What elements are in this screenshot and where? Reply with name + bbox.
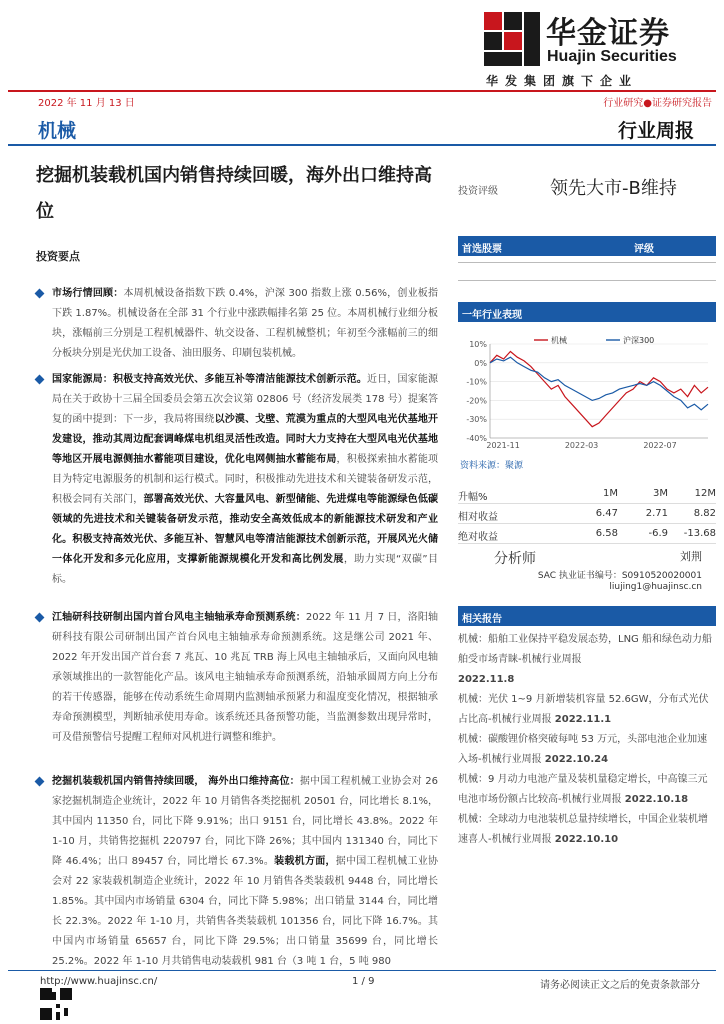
key-point-market-review: [36, 284, 438, 364]
related-report-title: 机械：全球动力电池装机总量持续增长，中国企业装机增速喜人-机械行业周报: [458, 814, 708, 845]
table-cell: 6.58: [595, 528, 618, 539]
related-report-item[interactable]: [458, 810, 716, 850]
paragraph-text: 江轴研科技研制出国内首台风电主轴轴承寿命预测系统：2022 年 11 月 7 日，洛阳轴研科技有限公司研制出国产首台风电主轴轴承寿命预测系统。这是继公司 2021 年、2022 年开发出国产首台套 7 兆瓦、10 兆瓦 TRB 海上风电主轴轴承后，又面向风电轴承领域推出的一款智能化产品。该风电主轴轴承寿命预测系统，沿轴承圆周方向上分布的若干传感器，能够在传动系统生命周期内监测轴承预紧力和温度变化情况，根据轴承寿命预测模型，判断轴承使用寿命。该系统还具备预警功能，当监测参数出现异常时，可及借预警信号提醒工程师对风机进行调整和维护。: [52, 612, 439, 743]
table-cell: -6.9: [648, 528, 668, 539]
y-tick-label: 0%: [474, 358, 487, 368]
report-category: 行业研究●证券研究报告: [603, 98, 712, 109]
rating-label: 投资评级: [458, 186, 498, 197]
performance-table: [458, 484, 716, 544]
paragraph-text: 市场行情回顾：本周机械设备指数下跌 0.4%，沪深 300 指数上涨 0.56%，创业板指下跌 1.87%。机械设备在全部 31 个行业中涨跌幅排名第 25 位。本周机械行业细分板块，涨幅前三分别是工程机械器件、轨交设备、工程机械整机；年初至今涨幅前三的细分板块分别是光伏加工设备、油田服务、印刷包装机械。: [52, 288, 438, 359]
qr-code-icon: [40, 988, 72, 1020]
logo-english-name: Huajin Securities: [547, 48, 677, 65]
group-slogan: 华发集团旗下企业: [486, 74, 639, 88]
table-cell: 绝对收益: [458, 532, 498, 543]
legend-label: 机械: [551, 336, 567, 345]
paragraph-text: 国家能源局：积极支持高效光伏、多能互补等清洁能源技术创新示范。近日，国家能源局在关于政协十三届全国委员会第五次会议第 02806 号（经济发展类 178 号）提案答复的函中提到：下一步，我局将围绕以沙漠、戈壁、荒漠为重点的大型风电光伏基地开发建设，推动其周边配套调峰煤电机组灵活性改造。同时大力支持在大型风电光伏基地等地区开展电源侧抽水蓄能项目建设，优化电网侧抽水蓄能布局，积极探索抽水蓄能项目为特定电源服务的机制和运行模式。同时，积极推动先进技术和关键装备研发示范，积极会同有关部门，部署高效光伏、大容量风电、新型储能、先进煤电等能源绿色低碳领域的先进技术和关键装备研发示范，推动安全高效低成本的新能源技术研发和产业化。积极支持高效光伏、多能互补、智慧风电等清洁能源技术创新示范，开展风光火储一体化开发和多元化应用，支撑新能源规模化开发和高比例发展，助力实现“双碳”目标。: [52, 374, 439, 585]
related-report-title: 机械：船舶工业保持平稳发展态势，LNG 船和绿色动力船舶受市场青睐-机械行业周报: [458, 634, 712, 665]
footer-disclaimer: 请务必阅读正文之后的免责条款部分: [540, 980, 700, 991]
key-points-heading: 投资要点: [36, 250, 80, 263]
x-tick-label: 2022-03: [564, 441, 599, 450]
table-row: [458, 504, 716, 524]
huajin-logo-icon: [484, 12, 544, 68]
paragraph-text: 挖掘机装载机国内销售持续回暖， 海外出口维持高位：据中国工程机械工业协会对 26 家挖掘机制造企业统计，2022 年 10 月销售各类挖掘机 20501 台，同比增长 8.1%，其中国内 11350 台，同比下降 9.91%；出口 9151 台，同比增长 43.8%。2022 年 1-10 月，共销售挖掘机 220797 台，同比下降 26%；其中国内 131340 台，同比下降 46.4%；出口 89457 台，同比增长 67.3%。装载机方面，据中国工程机械工业协会对 22 家装载机制造企业统计，2022 年 10 月销售各类装载机 9448 台，同比增长 1.85%。其中国内市场销量 6304 台，同比下降 5.98%；出口销量 3144 台，同比增长 22.3%。2022 年 1-10 月，共销售各类装载机 101356 台，同比下降 16.7%。其中国内市场销量 65657 台，同比下降 29.5%；出口销量 35699 台，同比增长 25.2%。2022 年 1-10 月共销售电动装载机 981 台（3 吨 1 台，5 吨 980: [52, 776, 439, 967]
related-report-title: 机械：光伏 1~9 月新增装机容量 52.6GW，分布式光伏占比高-机械行业周报: [458, 694, 709, 725]
related-report-item[interactable]: [458, 690, 716, 730]
analyst-role: 分析师: [494, 551, 536, 567]
logo-chinese-name: 华金证券: [546, 16, 670, 51]
rating-column-label: 评级: [634, 244, 654, 255]
related-report-date: 2022.10.18: [624, 794, 689, 805]
key-point-excavator-sales: [36, 772, 438, 972]
report-title: 挖掘机装载机国内销售持续回暖，海外出口维持高位: [36, 165, 432, 222]
analyst-email: liujing1@huajinsc.cn: [609, 582, 702, 592]
related-report-date: 2022.11.1: [554, 714, 612, 725]
picks-row-line: [458, 280, 716, 281]
related-report-title: 机械：碳酸锂价格突破每吨 53 万元，头部电池企业加速入场-机械行业周报: [458, 734, 708, 765]
x-tick-label: 2022-07: [643, 441, 677, 450]
footer-website-link[interactable]: http://www.huajinsc.cn/: [40, 976, 158, 987]
table-cell: 6.47: [595, 508, 618, 519]
footer-divider: [8, 970, 716, 971]
y-tick-label: -30%: [466, 415, 487, 425]
table-header-cell: 3M: [653, 488, 668, 499]
related-reports-header: [458, 606, 716, 626]
related-report-date: 2022.10.10: [554, 834, 619, 845]
y-tick-label: -10%: [466, 377, 487, 387]
related-report-item[interactable]: [458, 730, 716, 770]
analyst-name: 刘荆: [680, 550, 702, 563]
company-logo: [484, 8, 714, 68]
key-point-energy-bureau: [36, 370, 438, 590]
series-line-csi300: [490, 357, 708, 410]
related-report-title: 机械：9 月动力电池产量及装机量稳定增长，中高镍三元电池市场份额占比较高-机械行业周报: [458, 774, 708, 805]
table-header-row: [458, 484, 716, 504]
year-performance-header: [458, 302, 716, 322]
table-cell: 2.71: [645, 508, 668, 519]
date-bar: [8, 92, 716, 110]
table-cell: 相对收益: [458, 512, 498, 523]
sector-name: 机械: [38, 120, 77, 142]
related-report-date: 2022.11.8: [458, 674, 515, 685]
top-picks-header: [458, 236, 716, 256]
page-number: 1 / 9: [352, 976, 375, 987]
industry-performance-chart: [458, 330, 716, 454]
related-report-item[interactable]: [458, 630, 716, 690]
report-date: 2022 年 11 月 13 日: [38, 98, 135, 109]
year-performance-label: 一年行业表现: [462, 310, 522, 321]
table-divider: [458, 543, 716, 544]
related-reports-label: 相关报告: [462, 614, 502, 625]
rating-value: 领先大市-B维持: [550, 178, 677, 199]
table-header-cell: 1M: [603, 488, 618, 499]
table-cell: -13.68: [683, 528, 716, 539]
key-point-bearing-system: [36, 608, 438, 748]
table-row: [458, 524, 716, 544]
investment-rating: [458, 174, 718, 202]
y-tick-label: -20%: [466, 396, 487, 406]
chart-source: 资料来源：聚源: [460, 461, 524, 471]
table-header-cell: 12M: [694, 488, 716, 499]
x-tick-label: 2021-11: [486, 441, 520, 450]
related-report-item[interactable]: [458, 770, 716, 810]
related-reports-list: [458, 630, 716, 850]
y-tick-label: 10%: [469, 340, 487, 349]
top-picks-label: 首选股票: [462, 244, 502, 255]
table-header-cell: 升幅%: [458, 492, 488, 503]
sector-banner: [8, 112, 716, 146]
y-tick-label: -40%: [466, 434, 487, 443]
table-cell: 8.82: [693, 508, 716, 519]
report-kind: 行业周报: [617, 120, 694, 142]
analyst-sac-number: SAC 执业证书编号：S0910520020001: [537, 571, 702, 581]
picks-row-line: [458, 262, 716, 263]
legend-label: 沪深300: [623, 336, 655, 345]
related-report-date: 2022.10.24: [544, 754, 609, 765]
